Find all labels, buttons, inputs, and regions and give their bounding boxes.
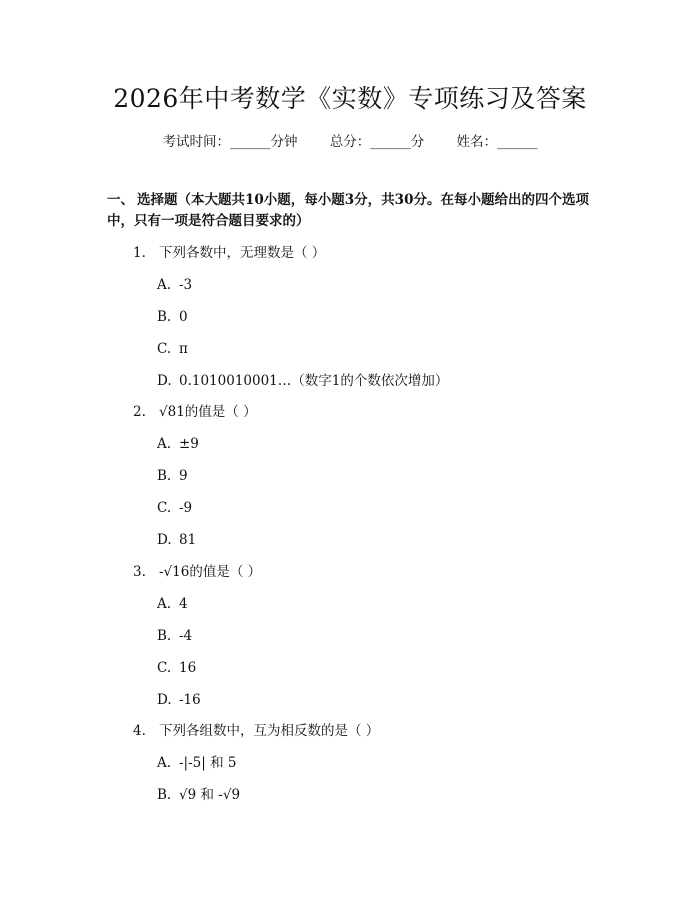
- option-3b: [157, 627, 192, 645]
- option-label: D.: [157, 532, 172, 548]
- question-1: [133, 244, 325, 262]
- question-number: 3.: [133, 564, 146, 580]
- question-number: 2.: [133, 404, 146, 420]
- section-title: 选择题（本大题共10小题，每小题3分，共30分。在每小题给出的四个选项中，只有一项是符合题目要求的）: [107, 192, 589, 229]
- name-field: 姓名：______: [456, 134, 538, 150]
- option-1c: [157, 340, 188, 358]
- total-score-field: 总分：______分: [329, 134, 425, 150]
- option-text: 0: [179, 309, 188, 325]
- option-1b: [157, 308, 188, 326]
- option-text: 4: [179, 596, 188, 612]
- option-2d: [157, 531, 196, 549]
- option-text: √9 和 -√9: [179, 787, 241, 803]
- option-label: D.: [157, 692, 172, 708]
- question-4: [133, 722, 379, 740]
- option-text: 9: [179, 468, 188, 484]
- option-4b: [157, 786, 240, 804]
- option-text: π: [179, 341, 188, 357]
- option-label: A.: [157, 596, 172, 612]
- option-label: C.: [157, 500, 172, 516]
- option-2b: [157, 467, 188, 485]
- option-text: -3: [179, 277, 193, 293]
- option-label: B.: [157, 309, 172, 325]
- question-3: [133, 563, 261, 581]
- option-label: C.: [157, 660, 172, 676]
- page-title: 2026年中考数学《实数》专项练习及答案: [113, 84, 587, 113]
- option-label: D.: [157, 373, 172, 389]
- option-text: -9: [179, 500, 193, 516]
- option-1d: [157, 372, 448, 390]
- option-3c: [157, 659, 196, 677]
- option-text: 16: [179, 660, 197, 676]
- question-number: 4.: [133, 723, 146, 739]
- option-label: B.: [157, 628, 172, 644]
- option-label: A.: [157, 436, 172, 452]
- option-label: A.: [157, 277, 172, 293]
- question-stem: 下列各数中，无理数是（ ）: [159, 245, 326, 261]
- option-3a: [157, 595, 188, 613]
- option-3d: [157, 691, 201, 709]
- option-label: A.: [157, 755, 172, 771]
- option-text: -4: [179, 628, 193, 644]
- question-number: 1.: [133, 245, 146, 261]
- option-label: C.: [157, 341, 172, 357]
- option-text: -|-5| 和 5: [179, 755, 237, 771]
- exam-meta: [0, 132, 700, 152]
- option-label: B.: [157, 468, 172, 484]
- option-text: 0.1010010001…（数字1的个数依次增加）: [179, 373, 449, 389]
- option-2a: [157, 435, 199, 453]
- option-4a: [157, 754, 236, 772]
- question-stem: -√16的值是（ ）: [159, 564, 262, 580]
- option-text: ±9: [179, 436, 199, 452]
- option-text: 81: [179, 532, 197, 548]
- exam-time-field: 考试时间：______分钟: [162, 134, 298, 150]
- question-stem: 下列各组数中，互为相反数的是（ ）: [159, 723, 380, 739]
- option-1a: [157, 276, 192, 294]
- option-text: -16: [179, 692, 201, 708]
- question-2: [133, 403, 257, 421]
- option-2c: [157, 499, 192, 517]
- question-stem: √81的值是（ ）: [159, 404, 257, 420]
- option-label: B.: [157, 787, 172, 803]
- section-number: 一、: [107, 192, 134, 208]
- section-heading: [107, 190, 607, 232]
